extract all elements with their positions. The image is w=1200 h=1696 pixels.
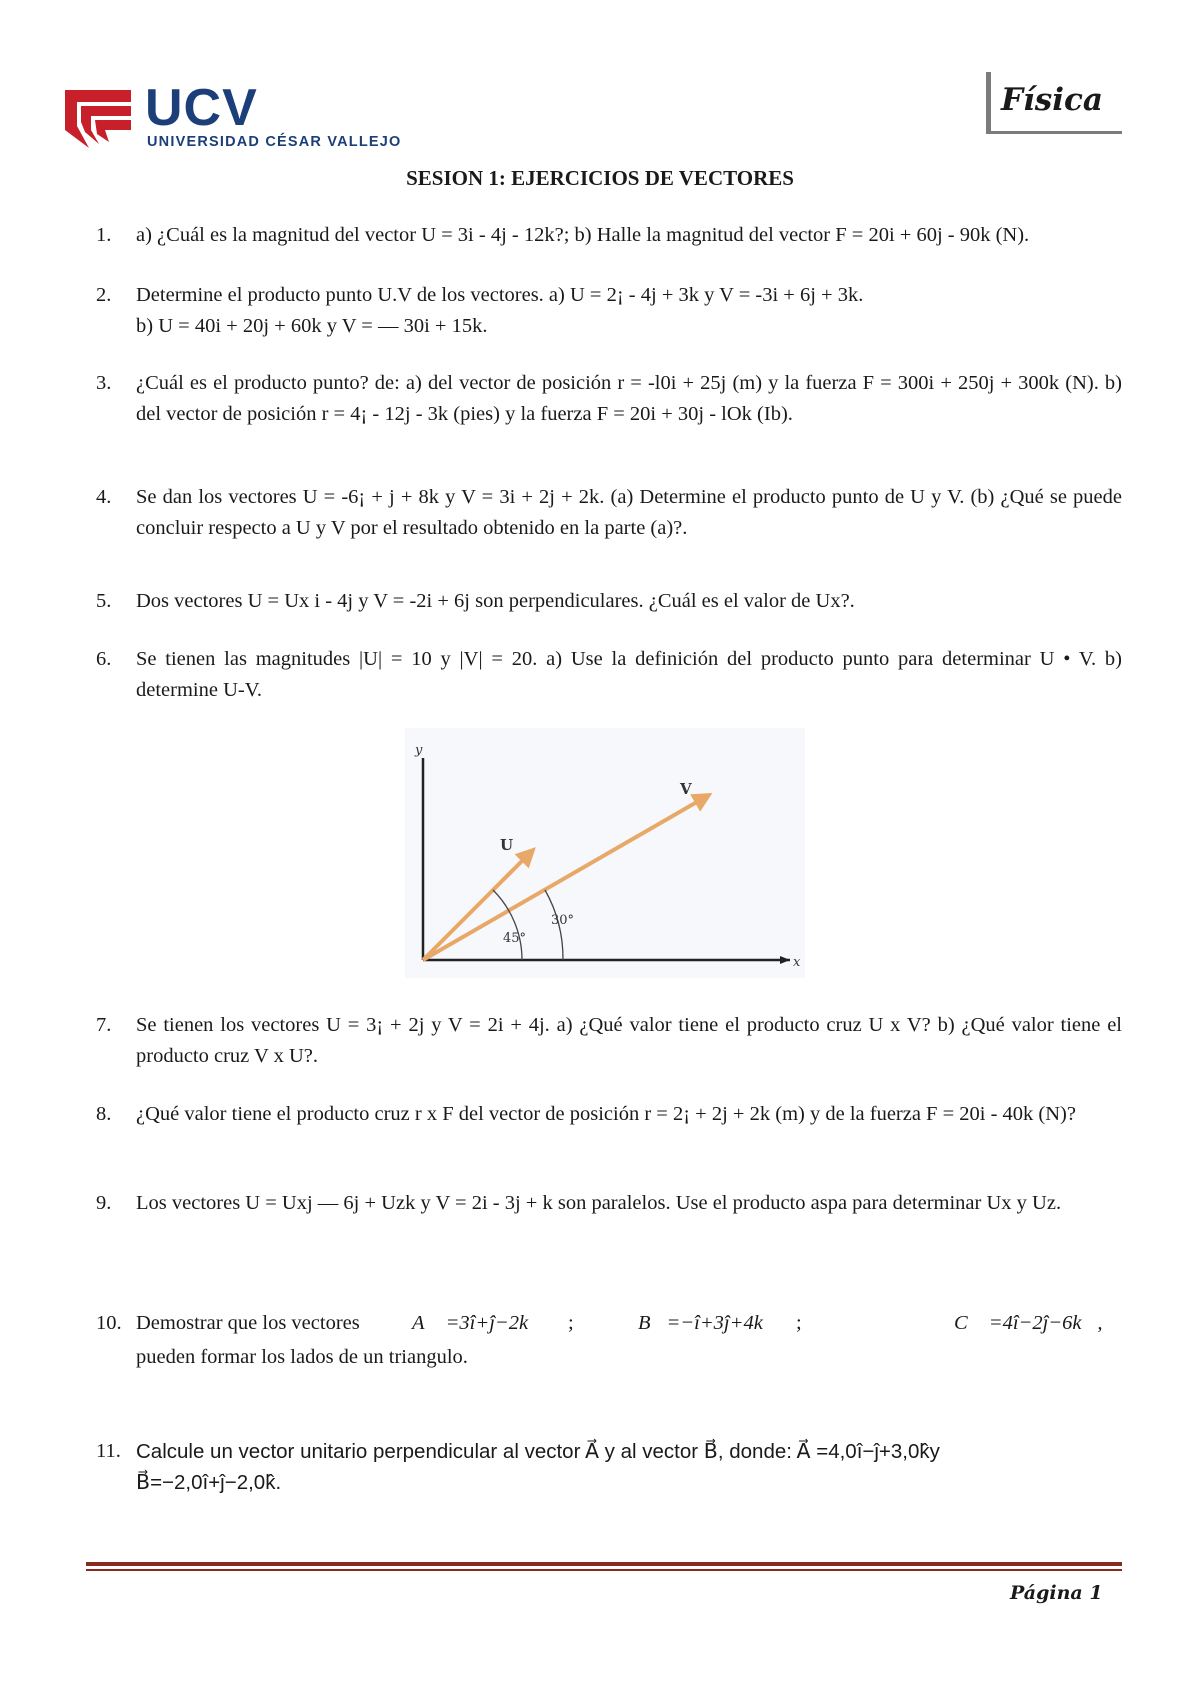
exercise-text: a) ¿Cuál es la magnitud del vector U = 3i - 4j - 12k?; b) Halle la magnitud del vector F = 20i + 60j - 90k (N). bbox=[136, 224, 1030, 246]
separator: ; bbox=[568, 1312, 574, 1334]
exercise-text: ¿Cuál es el producto punto? de: a) del vector de posición r = -l0i + 25j (m) y la fuerza F = 300i + 250j + 300k (N). b) del vector de posición r = 4¡ - 12j - 3k (pies) y la fuerza F = 20i + 30j - lOk (Ib). bbox=[136, 372, 1122, 425]
exercise-text: Se dan los vectores U = -6¡ + j + 8k y V = 3i + 2j + 2k. (a) Determine el producto punto de U y V. (b) ¿Qué se puede concluir respecto a U y V por el resultado obtenido en la parte (a)?. bbox=[136, 486, 1122, 539]
vector-figure bbox=[405, 728, 805, 978]
exercise-text-line: Determine el producto punto U.V de los vectores. a) U = 2¡ - 4j + 3k y V = -3i + 6j + 3k. bbox=[136, 284, 864, 306]
exercise-number: 2. bbox=[96, 284, 112, 306]
exercise-text: Dos vectores U = Ux i - 4j y V = -2i + 6j son perpendiculares. ¿Cuál es el valor de Ux?. bbox=[136, 590, 855, 612]
course-box bbox=[986, 72, 1127, 134]
exercise-text-line: pueden formar los lados de un triangulo. bbox=[136, 1346, 468, 1368]
v-angle-label: 30° bbox=[551, 913, 575, 928]
exercise-number: 5. bbox=[96, 590, 112, 612]
page-number: Página 1 bbox=[1010, 1582, 1103, 1604]
exercise-number: 7. bbox=[96, 1014, 112, 1036]
vector-a: A⃗ =3î+ĵ−2k⃗ bbox=[412, 1312, 545, 1334]
y-axis-label: y bbox=[415, 743, 423, 758]
vector-c: C⃗ =4î−2ĵ−6k⃗, bbox=[954, 1312, 1103, 1334]
exercise-text: Se tienen las magnitudes |U| = 10 y |V| = 20. a) Use la definición del producto punto para determinar U • V. b) determine U-V. bbox=[136, 648, 1122, 701]
exercise-text: ¿Qué valor tiene el producto cruz r x F del vector de posición r = 2¡ + 2j + 2k (m) y de la fuerza F = 20i - 40k (N)? bbox=[136, 1103, 1076, 1125]
vector-v-label: V bbox=[680, 780, 692, 798]
exercise-text: Los vectores U = Uxj — 6j + Uzk y V = 2i - 3j + k son paralelos. Use el producto aspa para determinar Ux y Uz. bbox=[136, 1192, 1062, 1214]
x-axis-arrowhead bbox=[780, 956, 790, 964]
separator: ; bbox=[796, 1312, 802, 1334]
ucv-logo bbox=[63, 79, 402, 156]
logo-wordmark: UCV bbox=[145, 79, 258, 137]
exercise-text-line: B⃗=−2,0î+ĵ−2,0k̂. bbox=[136, 1471, 282, 1494]
exercise-text-line bbox=[136, 1308, 1122, 1342]
exercise-number: 9. bbox=[96, 1192, 112, 1214]
u-angle-label: 45° bbox=[503, 931, 527, 946]
vector-v-arrow bbox=[423, 795, 709, 960]
exercise-text-line: b) U = 40i + 20j + 60k y V = — 30i + 15k. bbox=[136, 315, 488, 337]
page-header bbox=[0, 0, 1200, 160]
page-title: SESION 1: EJERCICIOS DE VECTORES bbox=[406, 166, 794, 190]
ucv-emblem-icon bbox=[63, 86, 135, 156]
exercise-text-line: Calcule un vector unitario perpendicular al vector A⃗ y al vector B⃗, donde: A⃗ =4,0î−ĵ+3,0k̂y bbox=[136, 1440, 940, 1463]
footer-rule-thin bbox=[86, 1569, 1122, 1571]
logo-subtitle: UNIVERSIDAD CÉSAR VALLEJO bbox=[147, 134, 402, 150]
vector-u-label: U bbox=[500, 836, 514, 854]
u-angle-arc bbox=[493, 890, 522, 960]
x-axis-label: x bbox=[793, 955, 801, 970]
exercise-text-block bbox=[136, 280, 1122, 342]
exercise-number: 10. bbox=[96, 1312, 122, 1334]
exercise-text-block bbox=[136, 1308, 1122, 1373]
vector-b: B⃗=−î+3ĵ+4k⃗ bbox=[638, 1312, 779, 1334]
header-rule bbox=[986, 131, 1122, 134]
exercise-number: 8. bbox=[96, 1103, 112, 1125]
exercise-number: 11. bbox=[96, 1440, 121, 1462]
exercise-number: 3. bbox=[96, 372, 112, 394]
exercise-text-block bbox=[136, 1436, 1122, 1498]
exercise-number: 6. bbox=[96, 648, 112, 670]
exercise-number: 4. bbox=[96, 486, 112, 508]
exercise-number: 1. bbox=[96, 224, 112, 246]
course-title: Física bbox=[1001, 82, 1103, 118]
exercise-text: Se tienen los vectores U = 3¡ + 2j y V = 2i + 4j. a) ¿Qué valor tiene el producto cruz U x V? b) ¿Qué valor tiene el producto cruz V x U?. bbox=[136, 1014, 1122, 1067]
exercise-intro: Demostrar que los vectores bbox=[136, 1312, 360, 1334]
vector-diagram bbox=[405, 728, 805, 978]
footer-rule bbox=[86, 1562, 1122, 1566]
